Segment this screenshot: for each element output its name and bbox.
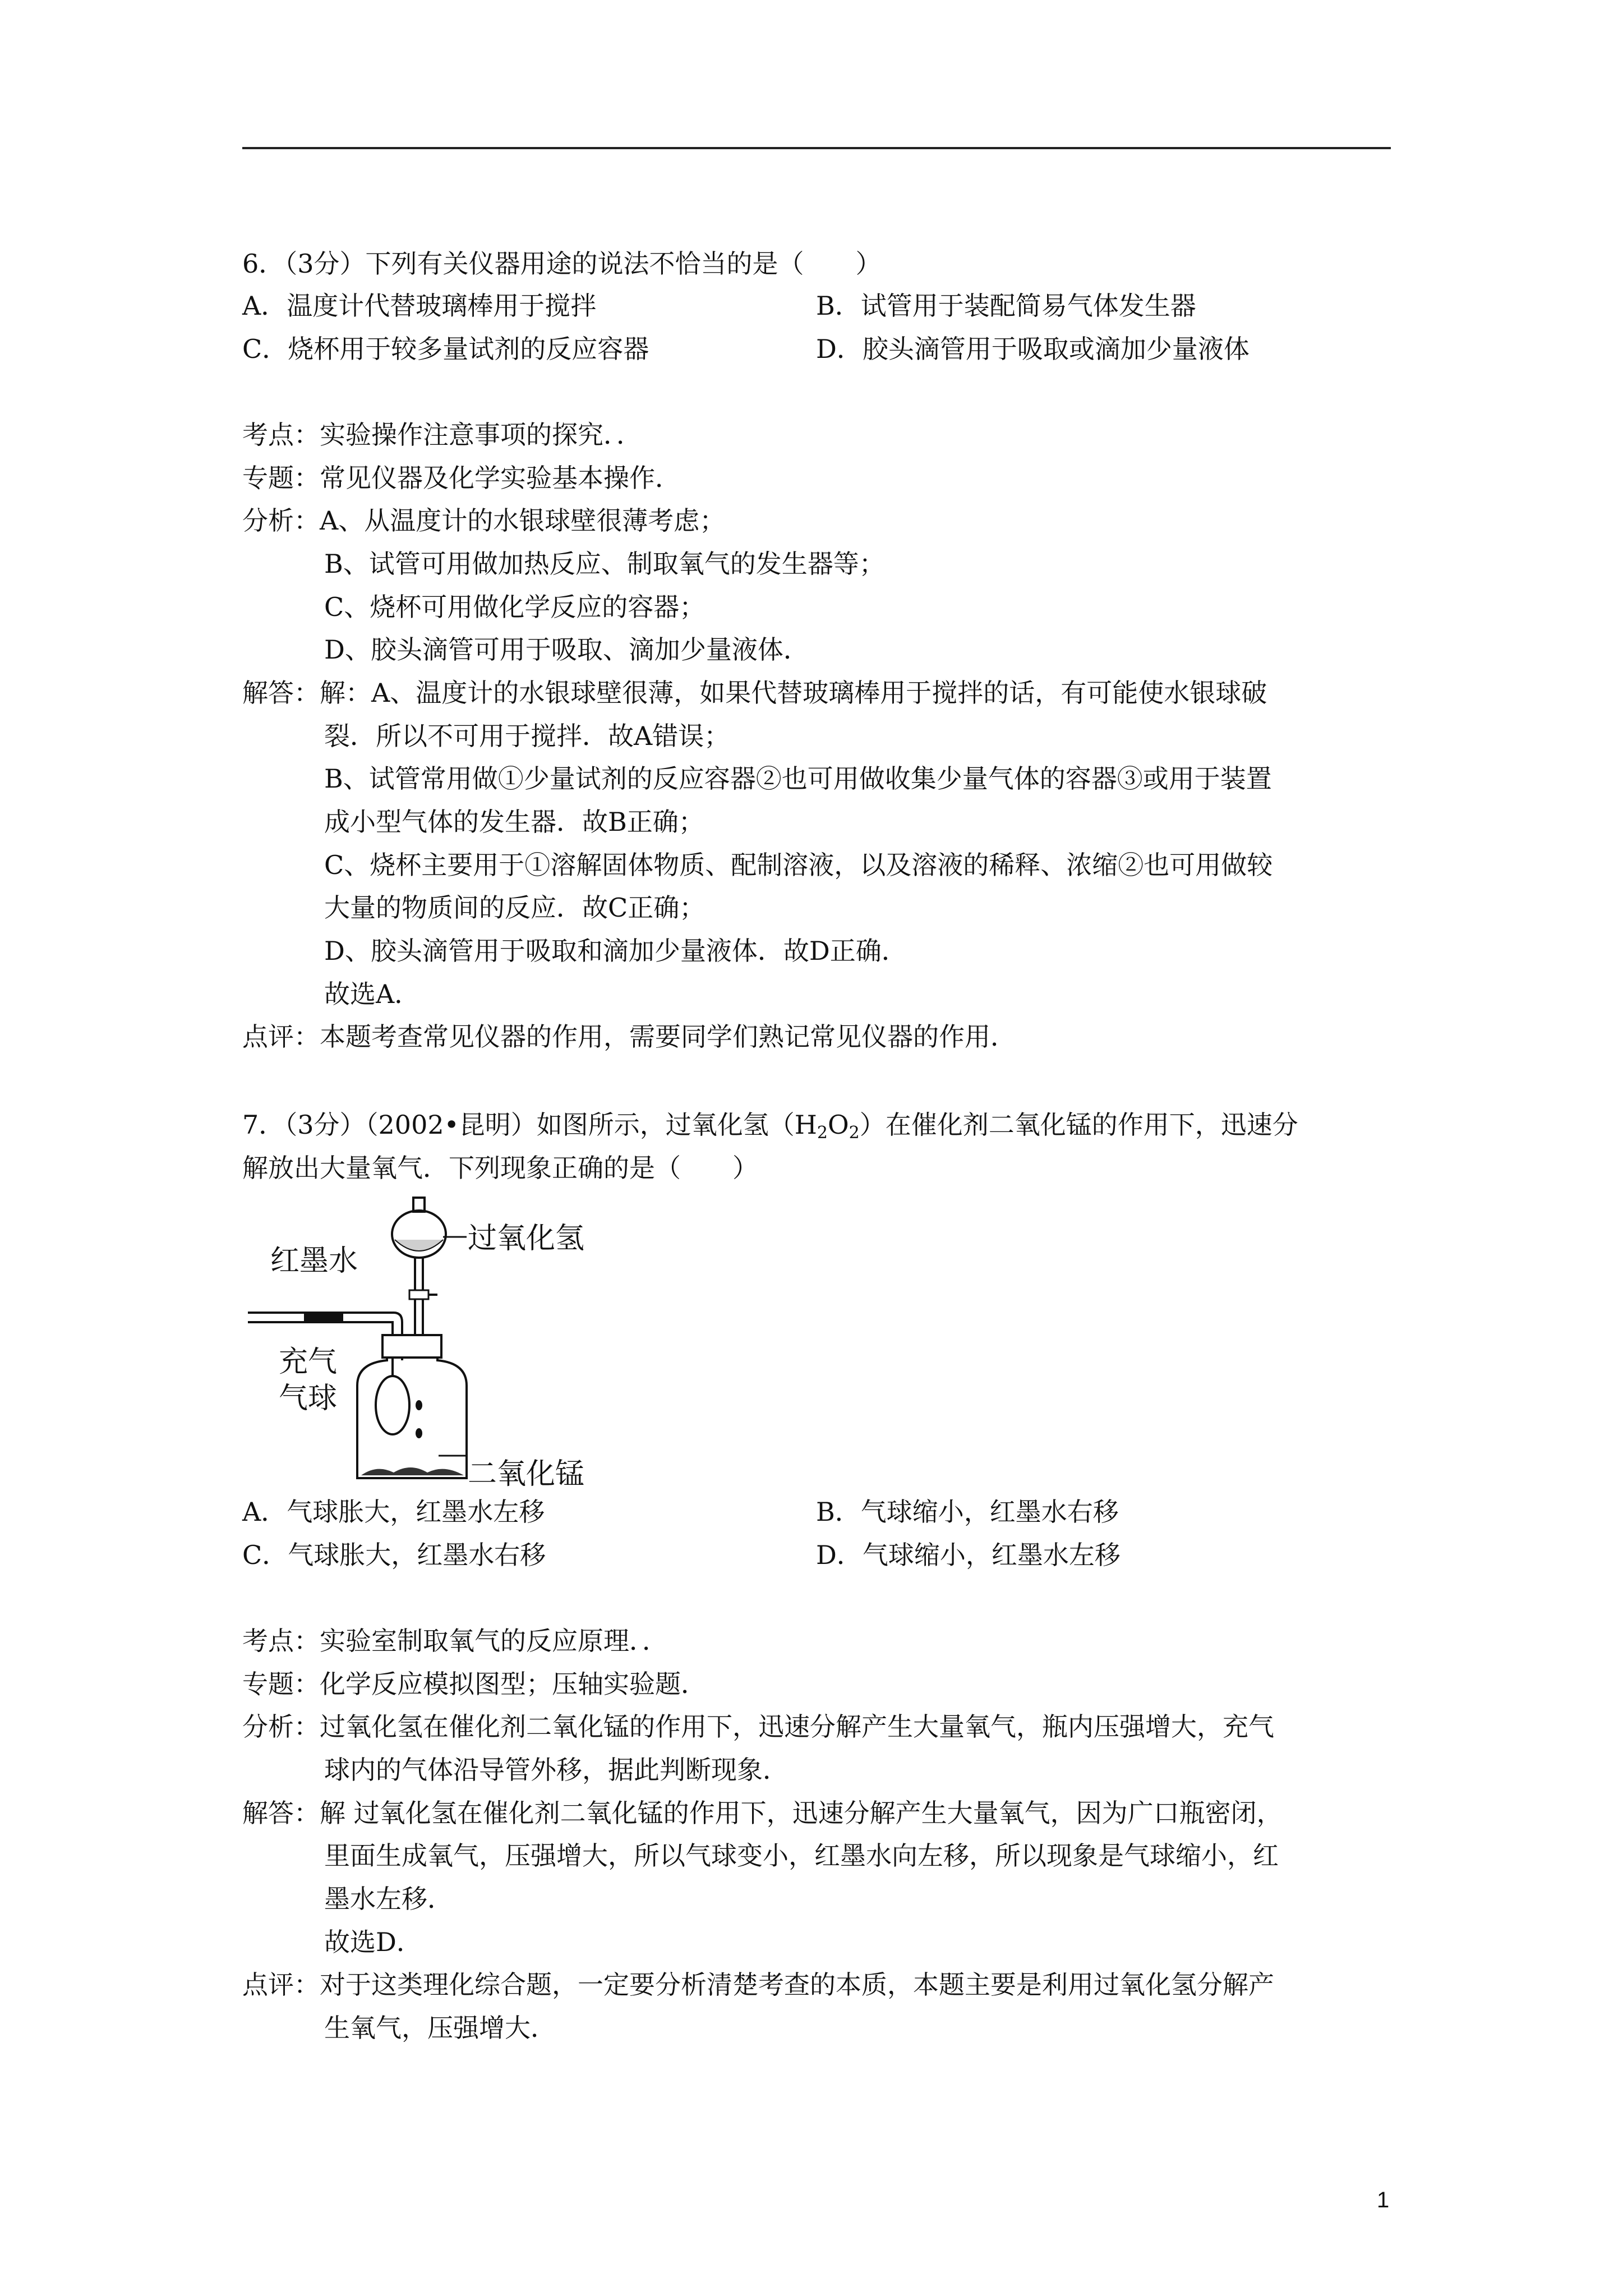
q7-stem-line-2: 解放出大量氧气．下列现象正确的是（ ）	[242, 1153, 758, 1183]
q6-fenxi-line-3: C、烧杯可用做化学反应的容器；	[324, 592, 706, 622]
diagram-label-ink: 红墨水	[270, 1244, 358, 1278]
wide-mouth-bottle	[357, 1358, 467, 1478]
diagram-label-balloon-2: 气球	[279, 1382, 338, 1415]
q6-stem: 6．（3分）下列有关仪器用途的说法不恰当的是（ ）	[242, 249, 882, 279]
q7-stem-line-1	[242, 1108, 1298, 1150]
q7-subscript-2: 2	[849, 1123, 860, 1143]
apparatus-diagram	[242, 1192, 635, 1489]
q7-option-a: A．气球胀大，红墨水左移	[242, 1497, 545, 1527]
drop-1	[416, 1400, 422, 1410]
q6-jieda-line-6: 大量的物质间的反应．故C正确；	[324, 892, 706, 923]
page-number: 1	[1377, 2188, 1390, 2212]
q7-jieda-line-2: 里面生成氧气，压强增大，所以气球变小，红墨水向左移，所以现象是气球缩小，红	[324, 1841, 1279, 1871]
red-ink-droplet	[304, 1313, 343, 1322]
q6-jieda-line-7: D、胶头滴管用于吸取和滴加少量液体．故D正确．	[324, 936, 907, 966]
q7-zhuanti: 专题：化学反应模拟图型；压轴实验题．	[242, 1669, 707, 1699]
q6-jieda-line-1: 解答：解：A、温度计的水银球壁很薄，如果代替玻璃棒用于搅拌的话，有可能使水银球破	[242, 678, 1267, 708]
q6-option-a: A．温度计代替玻璃棒用于搅拌	[242, 291, 597, 321]
drop-2	[416, 1428, 422, 1438]
diagram-label-mno2: 二氧化锰	[468, 1457, 585, 1489]
mno2-powder	[361, 1467, 464, 1475]
q7-stem-part-2: O	[827, 1110, 849, 1140]
q7-subscript-1: 2	[817, 1123, 828, 1143]
h2o2-liquid	[395, 1240, 443, 1251]
q7-option-b: B．气球缩小，红墨水右移	[816, 1497, 1119, 1527]
q7-stem-part-1: 7．（3分）（2002•昆明）如图所示，过氧化氢（H	[242, 1110, 817, 1140]
q6-jieda-line-2: 裂．所以不可用于搅拌．故A错误；	[324, 721, 730, 751]
q6-kaodian: 考点：实验操作注意事项的探究．．	[242, 420, 642, 450]
q7-kaodian: 考点：实验室制取氧气的反应原理．．	[242, 1626, 668, 1656]
inflated-balloon	[376, 1376, 409, 1434]
diagram-label-balloon-1: 充气	[279, 1345, 338, 1379]
q6-fenxi-line-4: D、胶头滴管可用于吸取、滴加少量液体．	[324, 634, 809, 665]
q7-stem-part-3: ）在催化剂二氧化锰的作用下，迅速分	[859, 1110, 1298, 1140]
q6-option-c: C．烧杯用于较多量试剂的反应容器	[242, 334, 649, 364]
q6-fenxi-line-2: B、试管可用做加热反应、制取氧气的发生器等；	[324, 549, 885, 579]
q6-dianping: 点评：本题考查常见仪器的作用，需要同学们熟记常见仪器的作用．	[242, 1022, 1016, 1052]
stopcock	[409, 1290, 428, 1299]
rubber-stopper	[382, 1335, 441, 1358]
q6-zhuanti: 专题：常见仪器及化学实验基本操作．	[242, 463, 681, 493]
q6-option-b: B．试管用于装配简易气体发生器	[816, 291, 1196, 321]
q7-option-c: C．气球胀大，红墨水右移	[242, 1540, 546, 1570]
q6-jieda-line-5: C、烧杯主要用于①溶解固体物质、配制溶液，以及溶液的稀释、浓缩②也可用做较	[324, 850, 1273, 880]
q7-fenxi-line-2: 球内的气体沿导管外移，据此判断现象．	[324, 1755, 789, 1785]
q7-jieda-line-1: 解答：解 过氧化氢在催化剂二氧化锰的作用下，迅速分解产生大量氧气，因为广口瓶密闭，	[242, 1798, 1283, 1828]
q6-fenxi-line-1: 分析：A、从温度计的水银球壁很薄考虑；	[242, 505, 726, 536]
q6-jieda-line-4: 成小型气体的发生器．故B正确；	[324, 807, 704, 837]
q7-dianping-line-1: 点评：对于这类理化综合题，一定要分析清楚考查的本质，本题主要是利用过氧化氢分解产	[242, 1970, 1274, 2000]
q7-dianping-line-2: 生氧气，压强增大．	[324, 2013, 556, 2043]
q6-option-d: D．胶头滴管用于吸取或滴加少量液体	[816, 334, 1249, 364]
diagram-label-h2o2: 过氧化氢	[468, 1222, 585, 1255]
q6-jieda-line-8: 故选A．	[324, 979, 421, 1009]
header-rule	[242, 147, 1391, 149]
q7-jieda-line-4: 故选D．	[324, 1927, 422, 1957]
q7-option-d: D．气球缩小，红墨水左移	[816, 1540, 1121, 1570]
q7-fenxi-line-1: 分析：过氧化氢在催化剂二氧化锰的作用下，迅速分解产生大量氧气，瓶内压强增大，充气	[242, 1711, 1274, 1742]
q6-jieda-line-3: B、试管常用做①少量试剂的反应容器②也可用做收集少量气体的容器③或用于装置	[324, 763, 1272, 794]
q7-jieda-line-3: 墨水左移．	[324, 1884, 453, 1914]
